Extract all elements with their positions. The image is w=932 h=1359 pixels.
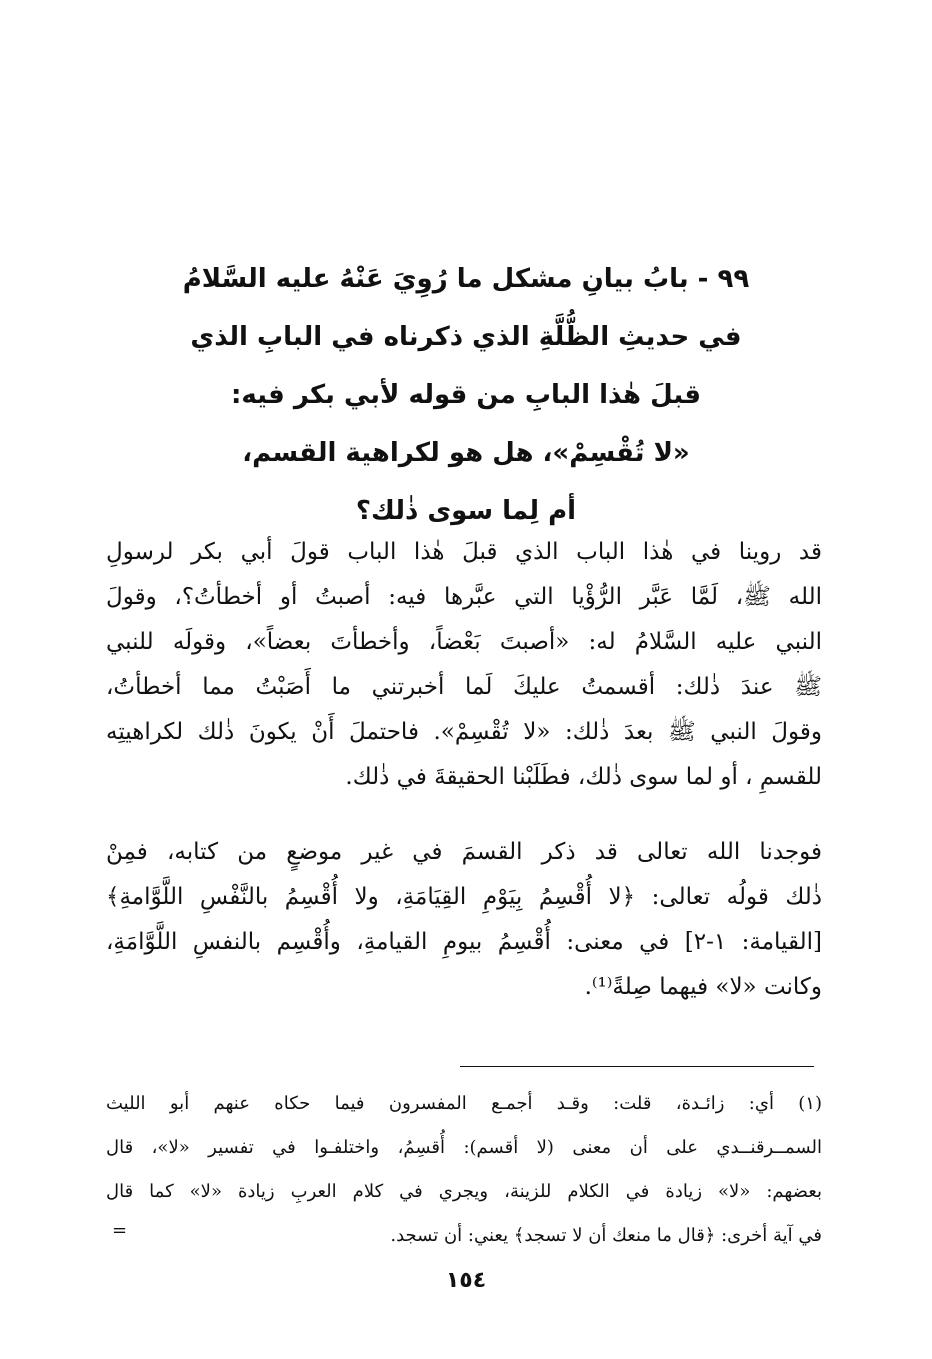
text-line: للقسمِ ، أو لما سوى ذٰلك، فطَلَبْنا الحقيقةَ في ذٰلك.: [345, 764, 822, 790]
text-line: [القيامة: ١-٢] في معنى: أُقْسِمُ بيومِ القيامةِ، وأُقْسِم بالنفسِ اللَّوَّامَةِ،: [106, 929, 823, 955]
body-paragraph-1: [106, 530, 822, 800]
footnote-continuation-mark: =: [112, 1220, 128, 1241]
heading-line: في حديثِ الظُّلَّةِ الذي ذكرناه في البابِ الذي: [190, 322, 742, 352]
footnote: [106, 1082, 822, 1258]
text-line: وكانت «لا» فيهما صِلةً⁽¹⁾.: [584, 974, 822, 1000]
footnote-divider: [460, 1066, 814, 1067]
heading-line: ٩٩ - بابُ بيانِ مشكل ما رُوِيَ عَنْهُ عليه السَّلامُ: [182, 264, 750, 294]
text-line: ذٰلك قولُه تعالى: ﴿لا أُقْسِمُ بِيَوْمِ القِيَامَةِ، ولا أُقْسِمُ بالنَّفْسِ اللَّوَّامةِ﴾: [106, 884, 822, 910]
body-paragraph-2: [106, 830, 822, 1010]
text-line: فوجدنا الله تعالى قد ذكر القسمَ في غير موضعٍ من كتابه، فمِنْ: [106, 839, 822, 865]
footnote-line: في آية أخرى: ﴿قال ما منعك أن لا تسجد﴾ يعني: أن تسجد.: [390, 1225, 822, 1246]
heading-line: قبلَ هٰذا البابِ من قوله لأبي بكر فيه:: [231, 380, 701, 410]
text-line: ﷺ عندَ ذٰلك: أقسمتُ عليكَ لَما أخبرتني ما أَصَبْتُ مما أخطأتُ،: [106, 674, 822, 700]
heading-line: «لا تُقْسِمْ»، هل هو لكراهية القسم،: [242, 438, 690, 468]
text-line: وقولَ النبي ﷺ بعدَ ذٰلك: «لا تُقْسِمْ». فاحتملَ أَنْ يكونَ ذٰلك لكراهيتِه: [106, 719, 822, 745]
footnote-line: بعضهم: «لا» زيادة في الكلام للزينة، ويجري في كلام العربِ زيادة «لا» كما قال: [106, 1181, 822, 1202]
chapter-heading: [110, 250, 822, 540]
text-line: قد روينا في هٰذا الباب الذي قبلَ هٰذا الباب قولَ أبي بكر لرسولِ: [106, 539, 822, 565]
page-number: ١٥٤: [445, 1268, 487, 1293]
text-line: الله ﷺ، لَمَّا عَبَّر الرُّؤْيا التي عبَّرها فيه: أصبتُ أو أخطأتُ؟، وقولَ: [106, 584, 822, 610]
heading-line: أم لِما سوى ذٰلك؟: [355, 496, 577, 526]
footnote-line: السمــرقنــدي على أن معنى (لا أقسم): أُقسِمُ، واختلفـوا في تفسير «لا»، قال: [106, 1137, 822, 1158]
text-line: النبي عليه السَّلامُ له: «أصبتَ بَعْضاً، وأخطأتَ بعضاً»، وقولَه للنبي: [106, 629, 822, 655]
footnote-line: (١) أي: زائـدة، قلت: وقـد أجمـع المفسرون فيما حكاه عنهم أبو الليث: [106, 1093, 822, 1114]
